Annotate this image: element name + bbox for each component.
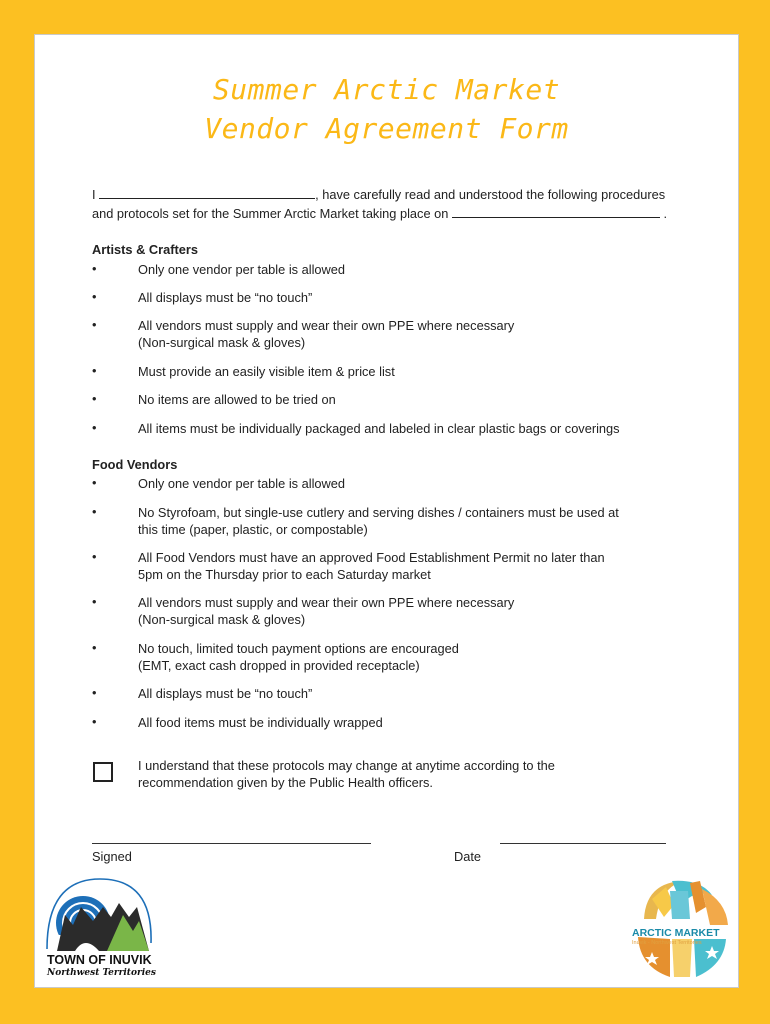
list-item-continued: (Non-surgical mask & gloves)	[138, 612, 306, 627]
list-item: Must provide an easily visible item & price list	[138, 364, 395, 379]
inuvik-logo-name: TOWN OF INUVIK	[47, 953, 152, 967]
list-item: No touch, limited touch payment options are encouraged	[138, 641, 459, 656]
list-item-continued: (EMT, exact cash dropped in provided receptacle)	[138, 658, 420, 673]
date-label: Date	[454, 849, 482, 864]
form-title-line-1: Summer Arctic Market	[212, 73, 561, 106]
bullet-icon: •	[92, 363, 97, 378]
inuvik-logo-subtitle: Northwest Territories	[47, 968, 156, 978]
date-blank-line[interactable]	[452, 205, 660, 218]
bullet-icon: •	[92, 475, 97, 490]
acknowledge-checkbox[interactable]	[93, 762, 113, 782]
intro-text-dates: and protocols set for the Summer Arctic Market taking place on	[92, 206, 449, 221]
list-item-continued: (Non-surgical mask & gloves)	[138, 335, 306, 350]
arctic-market-logo-subtitle: Inuvik - Northwest Territories	[632, 940, 702, 946]
list-item: All items must be individually packaged and labeled in clear plastic bags or coverings	[138, 421, 620, 436]
bullet-icon: •	[92, 685, 97, 700]
bullet-icon: •	[92, 594, 97, 609]
acknowledgement-text: I understand that these protocols may change at anytime according to the	[138, 758, 555, 773]
bullet-icon: •	[92, 317, 97, 332]
bullet-icon: •	[92, 391, 97, 406]
list-item: All displays must be “no touch”	[138, 290, 313, 305]
intro-line-2	[92, 205, 667, 222]
list-item: Only one vendor per table is allowed	[138, 476, 346, 491]
bullet-icon: •	[92, 261, 97, 276]
list-item: No items are allowed to be tried on	[138, 392, 336, 407]
list-item: No Styrofoam, but single-use cutlery and serving dishes / containers must be used at	[138, 505, 619, 520]
form-title-line-2: Vendor Agreement Form	[204, 112, 569, 145]
list-item: All displays must be “no touch”	[138, 686, 313, 701]
form-page	[34, 34, 739, 988]
bullet-icon: •	[92, 640, 97, 655]
intro-text-end: .	[663, 206, 668, 221]
section-heading-artists: Artists & Crafters	[92, 242, 198, 257]
acknowledgement-text-continued: recommendation given by the Public Health officers.	[138, 775, 433, 790]
section-heading-food: Food Vendors	[92, 457, 178, 472]
bullet-icon: •	[92, 289, 97, 304]
intro-line-1	[92, 186, 665, 203]
intro-text-start: I	[92, 187, 96, 202]
name-blank-line[interactable]	[99, 186, 315, 199]
date-line[interactable]	[500, 843, 666, 844]
list-item-continued: this time (paper, plastic, or compostable)	[138, 522, 368, 537]
arctic-market-logo-name: ARCTIC MARKET	[632, 927, 720, 939]
list-item: All vendors must supply and wear their own PPE where necessary	[138, 318, 515, 333]
signed-label: Signed	[92, 849, 132, 864]
signature-line[interactable]	[92, 843, 371, 844]
bullet-icon: •	[92, 504, 97, 519]
list-item: All food items must be individually wrapped	[138, 715, 383, 730]
bullet-icon: •	[92, 420, 97, 435]
intro-text-middle: , have carefully read and understood the following procedures	[315, 187, 666, 202]
list-item: Only one vendor per table is allowed	[138, 262, 346, 277]
list-item-continued: 5pm on the Thursday prior to each Saturday market	[138, 567, 431, 582]
bullet-icon: •	[92, 714, 97, 729]
list-item: All vendors must supply and wear their own PPE where necessary	[138, 595, 515, 610]
bullet-icon: •	[92, 549, 97, 564]
list-item: All Food Vendors must have an approved Food Establishment Permit no later than	[138, 550, 605, 565]
